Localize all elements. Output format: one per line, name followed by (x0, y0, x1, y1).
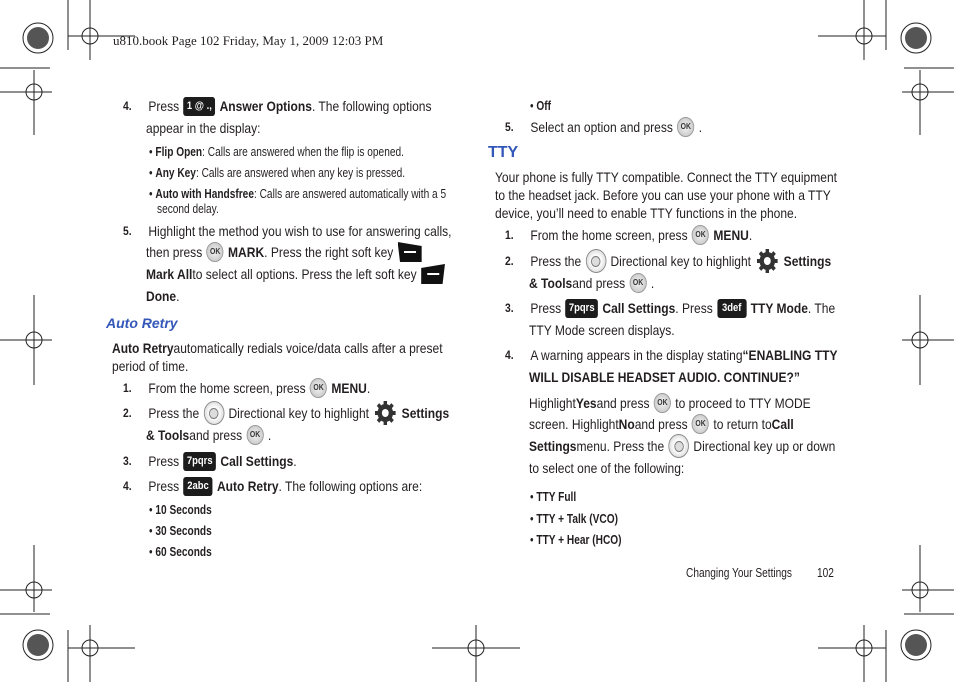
option-flip-open: • Flip Open : Calls are answered when the flip is opened. (149, 144, 404, 159)
key-3-icon: 3def (717, 299, 746, 318)
book-header: u810.book Page 102 Friday, May 1, 2009 12:03 PM (113, 33, 384, 48)
key-7-icon: 7pqrs (183, 452, 216, 471)
key-1-icon: 1 @ ., (183, 97, 215, 116)
ok-key-icon: OK (692, 414, 709, 434)
retry-option: • 10 Seconds (149, 502, 212, 517)
auto-retry-para-2: period of time. (112, 358, 189, 374)
key-7-icon: 7pqrs (565, 299, 598, 318)
tty-heading: TTY (488, 144, 519, 161)
step-5-line4: Done . (146, 288, 180, 304)
directional-key-icon (668, 434, 689, 458)
directional-key-icon (586, 249, 607, 273)
right-soft-key-icon (398, 242, 422, 262)
footer-section: Changing Your Settings (686, 565, 792, 580)
auto-retry-para: Auto Retry automatically redials voice/data calls after a preset (112, 340, 443, 356)
tty-highlight-3: Settings menu. Press the Directional key up or down (529, 437, 835, 455)
tty-step-2: 2. Press the Directional key to highlight Settings (505, 252, 831, 270)
tty-option: • TTY + Hear (HCO) (530, 532, 622, 547)
step-4-answer-options: 4. Press 1 @ ., Answer Options . The following options (123, 98, 432, 114)
tty-step-2-cont: & Tools and press OK . (529, 275, 655, 291)
ok-key-icon: OK (677, 117, 694, 137)
retry-step-3: 3. Press 7pqrs Call Settings . (123, 453, 297, 469)
tty-highlight-1: Highlight Yes and press OK to proceed to TTY MODE (529, 395, 811, 411)
tty-highlight-4: to select one of the following: (529, 460, 685, 476)
option-any-key: • Any Key : Calls are answered when any key is pressed. (149, 165, 406, 180)
ok-key-icon: OK (310, 378, 327, 398)
page-number: 102 (817, 565, 834, 580)
tty-para: Your phone is fully TTY compatible. Connect the TTY equipment (495, 169, 838, 185)
tty-option: • TTY + Talk (VCO) (530, 511, 618, 526)
settings-gear-icon (373, 400, 397, 426)
directional-key-icon (204, 401, 225, 425)
ok-key-icon: OK (207, 242, 224, 262)
retry-step-1: 1. From the home screen, press OK MENU . (123, 380, 371, 396)
right-step-5: 5. Select an option and press OK . (505, 119, 703, 135)
ok-key-icon: OK (246, 425, 263, 445)
step-5-line2: then press OK MARK . Press the right soft key (146, 243, 426, 261)
tty-highlight-2: screen. Highlight No and press OK to return to Call (529, 416, 794, 432)
tty-step-3: 3. Press 7pqrs Call Settings . Press 3def TTY Mode . The (505, 300, 836, 316)
retry-step-4: 4. Press 2abc Auto Retry . The following options are: (123, 478, 423, 494)
tty-para: to the headset jack. Before you can use your phone with a TTY (495, 187, 831, 203)
ok-key-icon: OK (692, 225, 709, 245)
tty-step-1: 1. From the home screen, press OK MENU . (505, 227, 753, 243)
option-off: • Off (530, 98, 552, 113)
tty-para: device, you’ll need to enable TTY functions in the phone. (495, 205, 798, 221)
option-auto-handsfree-cont: second delay. (157, 201, 219, 216)
ok-key-icon: OK (629, 273, 646, 293)
left-soft-key-icon (421, 264, 445, 284)
step-4-cont: appear in the display: (146, 120, 261, 136)
tty-step-4-cont: WILL DISABLE HEADSET AUDIO. CONTINUE?” (529, 369, 800, 385)
retry-step-2: 2. Press the Directional key to highlight Settings (123, 404, 449, 422)
ok-key-icon: OK (654, 393, 671, 413)
step-5-line3: Mark All to select all options. Press the left soft key (146, 265, 449, 283)
retry-option: • 30 Seconds (149, 523, 212, 538)
key-2-icon: 2abc (183, 477, 212, 496)
retry-option: • 60 Seconds (149, 544, 212, 559)
retry-step-2-cont: & Tools and press OK . (146, 427, 272, 443)
tty-option: • TTY Full (530, 489, 577, 504)
step-5: 5. Highlight the method you wish to use for answering calls, (123, 223, 452, 239)
option-auto-handsfree: • Auto with Handsfree : Calls are answered automatically with a 5 (149, 186, 447, 201)
tty-step-3-cont: TTY Mode screen displays. (529, 322, 675, 338)
settings-gear-icon (755, 248, 779, 274)
auto-retry-heading: Auto Retry (106, 315, 178, 331)
tty-step-4: 4. A warning appears in the display stating “ENABLING TTY (505, 347, 838, 363)
